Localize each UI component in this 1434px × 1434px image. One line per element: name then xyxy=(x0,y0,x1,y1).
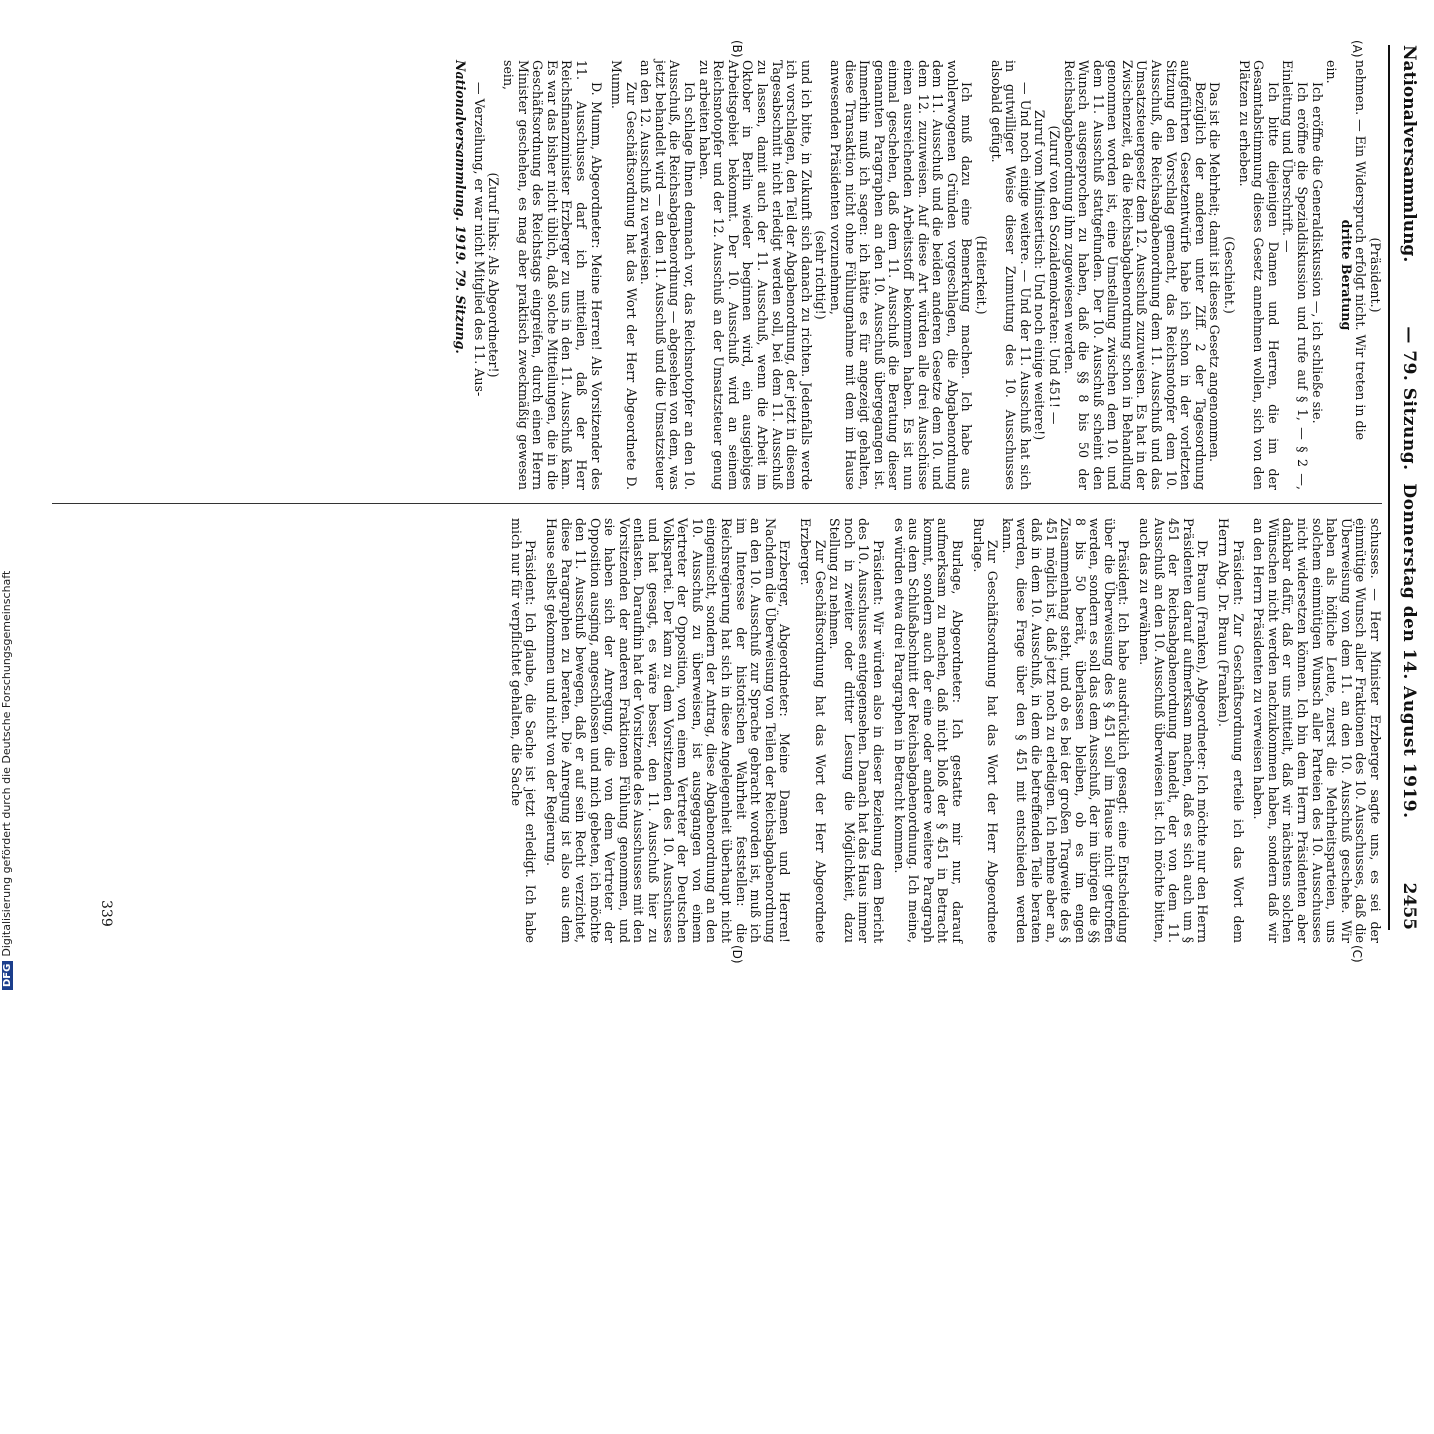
speech-burlage: Burlage, Abgeordneter: Ich gestatte mir nur, darauf aufmerksam zu machen, daß nicht bloß der § 451 in Betracht kommt, sondern auch der eine oder andere weitere Paragraph aus dem Schlußabschnitt der Reichsabgabenordnung. Ich meine, es würden etwa drei Paragraphen in Betracht kommen. xyxy=(891,518,965,943)
margin-mark-a: (A) xyxy=(1350,40,1364,58)
stage-direction: (Heiterkeit.) xyxy=(973,235,989,315)
header-rule xyxy=(1388,45,1390,930)
paragraph: Zur Geschäftsordnung hat das Wort der Herr Abgeordnete Burlage. xyxy=(970,518,1001,943)
header-session: — 79. Sitzung. xyxy=(1399,326,1419,471)
speech-president: Präsident: Ich glaube, die Sache ist jetzt erledigt. Ich habe mich nur für verpflichtet gehalten, die Sache xyxy=(508,518,539,943)
dfg-logo: DFG xyxy=(2,961,13,990)
paragraph: — Und noch einige weitere. — Und der 11. Ausschuß hat sich in gutwilliger Weise dieser Zumutung des 10. Ausschusses alsobald gefügt. xyxy=(988,60,1033,490)
header-date: Donnerstag den 14. August 1919. xyxy=(1399,483,1419,819)
paragraph: — Verzeihung, er war nicht Mitglied des 11. Aus- xyxy=(471,82,487,397)
header-left: Nationalversammlung. xyxy=(1399,45,1419,263)
column-divider xyxy=(52,503,1382,504)
side-note xyxy=(0,0,18,1434)
paragraph: ein. xyxy=(1324,60,1340,84)
paragraph: Zur Geschäftsordnung hat das Wort der Herr Abgeordnete Erzberger. xyxy=(798,518,828,943)
bottom-page-number: 339 xyxy=(98,900,114,927)
speech-president: Präsident: Zur Geschäftsordnung erteile ich das Wort dem Herrn Abg. Dr. Braun (Franken). xyxy=(1216,518,1246,943)
left-column xyxy=(453,60,1382,490)
header-page-number: 2455 xyxy=(1399,882,1419,930)
section-heading: dritte Beratung xyxy=(1338,219,1354,331)
paragraph: Ich eröffne die Generaldiskussion —, ich schließe sie. xyxy=(1309,82,1325,424)
side-note-text: Digitalisierung gefördert durch die Deutsche Forschungsgemeinschaft xyxy=(0,570,13,957)
page-header xyxy=(1394,45,1424,930)
paragraph: Zur Geschäftsordnung hat das Wort der Herr Abgeordnete D. Mumm. xyxy=(609,60,639,490)
paragraph: Bezüglich der anderen unter Ziff. 2 der Tagesordnung aufgeführten Gesetzentwürfe habe ich schon in der vorletzten Sitzung den Vorschlag gemacht, das Reichsnotopfer dem 10. Ausschuß, die Reichsabgabenordnung dem 11. Ausschuß und das Umsatzsteuergesetz dem 12. Ausschuß zuzuweisen. Es hat in der Zwischenzeit, da die Reichsabgabenordnung schon in Behandlung genommen worden ist, eine Umstellung zwischen dem 10. und dem 11. Ausschuß stattgefunden. Der 10. Ausschuß scheint den Wunsch ausgesprochen zu haben, daß die §§ 8 bis 50 der Reichsabgabenordnung ihm zugewiesen werden. xyxy=(1061,60,1208,490)
speaker-ref: (Präsident.) xyxy=(1368,237,1383,313)
interjection: Zuruf vom Ministertisch: Und noch einige weitere!) xyxy=(1032,109,1048,441)
paragraph: schusses. — Herr Minister Erzberger sagte uns, es sei der einmütige Wunsch aller Fraktionen des 10. Ausschusses, daß die Überweisung von dem 11. an den 10. Ausschuß geschehe. Wir haben als höfliche Leute, zuerst die Mehrheitsparteien, uns solchem einmütigen Wunsch aller Parteien des 10. Ausschusses nicht widersetzen können. Ich bin dem Herrn Präsidenten aber dankbar dafür, daß er uns mitteilt, daß wir nächstens solchen Wünschen nicht werden nachzukommen haben, sondern daß wir an den Herrn Präsidenten zu verweisen haben. xyxy=(1251,518,1383,943)
stage-direction: (Geschieht.) xyxy=(1222,236,1238,314)
interjection: (sehr richtig!) xyxy=(813,230,829,320)
speech-president: Präsident: Wir würden also in dieser Beziehung dem Bericht des 10. Ausschusses entgegensehen. Danach hat das Haus immer noch in zweiter oder dritter Lesung die Möglichkeit, dazu Stellung zu nehmen. xyxy=(827,518,886,943)
margin-mark-c: (C) xyxy=(1350,945,1364,963)
interjection: (Zuruf von den Sozialdemokraten: Und 451! — xyxy=(1046,125,1062,425)
paragraph: Ich schlage Ihnen demnach vor, das Reichsnotopfer an den 10. Ausschuß, die Reichsabgabenordnung — abgesehen von dem, was jetzt behandelt wird — an den 11. Ausschuß und die Umsatzsteuer an den 12. Ausschuß zu verweisen. xyxy=(638,60,698,490)
paragraph: nehmen. — Ein Widerspruch erfolgt nicht. Wir treten in die xyxy=(1353,60,1369,441)
interjection: (Zuruf links: Als Abgeordneter!) xyxy=(486,172,502,378)
speech-president: Präsident: Ich habe ausdrücklich gesagt: eine Entscheidung über die Überweisung des § 451 soll im Hause nicht getroffen werden, sondern es soll das dem Ausschuß, der im übrigen die §§ 8 bis 50 berät, überlassen bleiben, ob es im engen Zusammenhang steht, und ob es bei der großen Tragweite des § 451 möglich ist, daß jetzt noch zu erledigen. Ich nehme aber an, daß in dem 10. Ausschuß, in dem die betreffenden Teile beraten werden, diese Frage über den § 451 mit entschieden werden kann. xyxy=(999,518,1132,943)
right-column xyxy=(508,518,1382,943)
margin-mark-b: (B) xyxy=(730,40,744,58)
speech-mumm: D. Mumm, Abgeordneter: Meine Herren! Als Vorsitzender des 11. Ausschusses darf ich mitteilen, daß der Herr Reichsfinanzminister Erzberger zu uns in den 11. Ausschuß kam. Es war das bisher nicht üblich, daß solche Mitteilungen, die in die Geschäftsordnung des Reichstags eingreifen, durch einen Herrn Minister geschehen, es mag aber praktisch zweckmäßig gewesen sein, xyxy=(500,60,604,490)
speech-erzberger: Erzberger, Abgeordneter: Meine Damen und Herren! Nachdem die Überweisung von Teilen der Reichsabgabenordnung an den 10. Ausschuß zur Sprache gebracht worden ist, muß ich im Interesse der historischen Wahrheit feststellen: die Reichsregierung hat sich in diese Angelegenheit überhaupt nicht eingemischt, sondern der Antrag, diese Abgabenordnung an den 10. Ausschuß zu überweisen, ist ausgegangen von einem Vertreter der Opposition, von einem Vertreter der Deutschen Volkspartei. Der kam zu dem Vorsitzenden des 10. Ausschusses und hat gesagt, es wäre besser, den 11. Ausschuß hier zu entlasten. Daraufhin hat der Vorsitzende des Ausschusses mit den Vorsitzenden der anderen Fraktionen Fühlung genommen, und sie haben sich der Anregung, die von dem Vertreter der Opposition ausging, angeschlossen und mich gebeten, ich möchte den 11. Ausschuß bewegen, daß er auf sein Recht verzichtet, diese Paragraphen zu beraten. Die Anregung ist also aus dem Hause selbst gekommen und nicht von der Regierung. xyxy=(543,518,793,943)
speech-braun: Dr. Braun (Franken), Abgeordneter: Ich möchte nur den Herrn Präsidenten darauf aufmerksam machen, daß es sich auch um § 451 der Reichsabgabenordnung handelt, der von dem 11. Ausschuß an den 10. Ausschuß überwiesen ist. Ich möchte bitten, auch das zu erwähnen. xyxy=(1137,518,1211,943)
page-footer: Nationalversammlung. 1919. 79. Sitzung. xyxy=(453,60,469,354)
paragraph: und ich bitte, in Zukunft sich danach zu richten. Jedenfalls werde ich vorschlagen, den Teil der Abgabenordnung, der jetzt in diesem Tagesabschnitt nicht erledigt werden soll, bei dem 11. Ausschuß zu lassen, damit auch der 11. Ausschuß, wenn die Arbeit im Oktober in Berlin wieder beginnen wird, ein ausgiebiges Arbeitsgebiet bekommt. Der 10. Ausschuß wird an seinem Reichsnotopfer und der 12. Ausschuß an der Umsatzsteuer genug zu arbeiten haben. xyxy=(696,60,814,490)
margin-mark-d: (D) xyxy=(730,945,744,964)
paragraph: Ich bitte diejenigen Damen und Herren, die im der Gesamtabstimmung dieses Gesetz annehmen wollen, sich von den Plätzen zu erheben. xyxy=(1236,60,1281,490)
paragraph: Das ist die Mehrheit; damit ist dieses Gesetz angenommen. xyxy=(1207,82,1223,463)
paragraph: Ich eröffne die Spezialdiskussion und rufe auf § 1, — § 2 —, Einleitung und Überschrift. — xyxy=(1280,60,1311,490)
paragraph: Ich muß dazu eine Bemerkung machen. Ich habe aus wohlerwogenen Gründen vorgeschlagen, die Abgabenordnung dem 11. Ausschuß und die beiden anderen Gesetze dem 10. und dem 12. zuzuweisen. Auf diese Art würden alle drei Ausschüsse einen ausreichenden Arbeitsstoff bekommen haben. Es ist nun einmal geschehen, daß dem 11. Ausschuß die Beratung dieser genannten Paragraphen an den 10. Ausschuß übergegangen ist. Immerhin muß ich sagen: ich hätte es für angezeigt gehalten, diese Transaktion nicht ohne Fühlungnahme mit dem im Hause anwesenden Präsidenten vorzunehmen, xyxy=(828,60,975,490)
header-center xyxy=(1399,262,1419,882)
